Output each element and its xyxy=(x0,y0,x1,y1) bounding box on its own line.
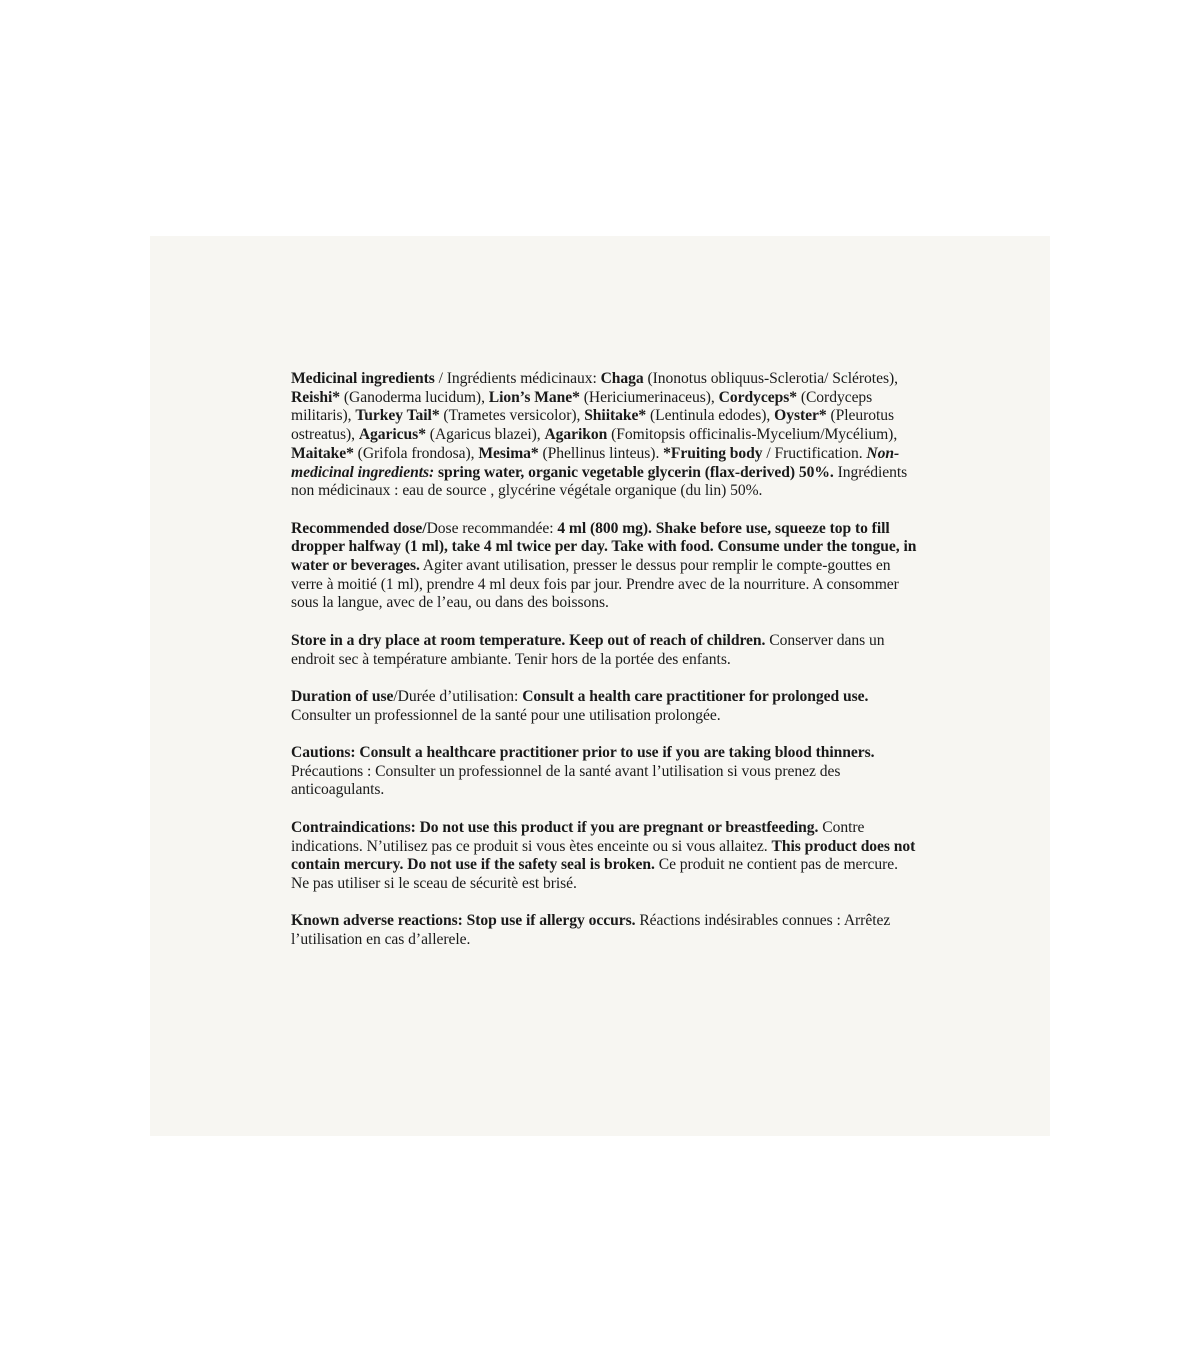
ingredient-name: Shiitake* xyxy=(584,407,647,425)
ingredient-latin: (Phellinus linteus). xyxy=(538,444,664,462)
non-medicinal-en: spring water, organic vegetable glycerin (flax-derived) 50%. xyxy=(434,463,834,481)
cautions-fr: Précautions : Consulter un professionnel de la santé avant l’utilisation si vous prenez des anticoagulants. xyxy=(291,762,841,799)
duration-heading: Duration of use xyxy=(291,687,394,705)
duration-heading-fr: /Durée d’utilisation: xyxy=(393,687,523,705)
ingredient-latin: (Pleurotus ostreatus), xyxy=(291,407,895,444)
cautions-paragraph xyxy=(291,744,917,800)
ingredient-latin: (Cordyceps militaris), xyxy=(291,388,873,425)
ingredient-latin: (Inonotus obliquus-Sclerotia/ Sclérotes), xyxy=(643,370,898,387)
ingredient-name: Chaga xyxy=(600,370,644,387)
ingredient-name: Turkey Tail* xyxy=(355,407,440,425)
ingredient-name: Oyster* xyxy=(774,407,827,425)
duration-paragraph xyxy=(291,688,917,725)
ingredient-latin: (Trametes versicolor), xyxy=(439,407,585,425)
mercury-fr: Ce produit ne contient pas de mercure. Ne pas utiliser si le sceau de sécuritè est brisé. xyxy=(291,856,899,892)
ingredient-name: Mesima* xyxy=(478,444,539,462)
contraindications-en: Contraindications: Do not use this product if you are pregnant or breastfeeding. xyxy=(291,818,819,836)
ingredient-latin: (Ganoderma lucidum), xyxy=(340,388,489,406)
storage-en: Store in a dry place at room temperature. Keep out of reach of children. xyxy=(291,631,766,649)
ingredient-latin: (Lentinula edodes), xyxy=(646,407,775,425)
dose-heading: Recommended dose/ xyxy=(291,519,427,537)
duration-fr: Consulter un professionnel de la santé pour une utilisation prolongée. xyxy=(291,706,721,724)
non-medicinal-heading: Non-medicinal ingredients: xyxy=(291,444,900,481)
ingredient-name: Lion’s Mane* xyxy=(488,388,580,406)
ingredient-name: Reishi* xyxy=(291,388,341,406)
adverse-paragraph xyxy=(291,912,917,949)
ingredient-latin: (Agaricus blazei), xyxy=(425,426,545,444)
contraindications-paragraph xyxy=(291,819,917,894)
ingredients-heading-fr: / Ingrédients médicinaux: xyxy=(434,370,601,387)
storage-fr: Conserver dans un endroit sec à température ambiante. Tenir hors de la portée des enfants. xyxy=(291,631,885,668)
storage-paragraph xyxy=(291,632,917,669)
duration-en: Consult a health care practitioner for prolonged use. xyxy=(522,687,869,705)
adverse-fr: Réactions indésirables connues : Arrêtez l’utilisation en cas d’allerele. xyxy=(291,912,891,948)
label-panel xyxy=(150,236,1050,1136)
fruiting-body-fr: / Fructification. xyxy=(762,444,867,462)
ingredient-name: Maitake* xyxy=(291,444,354,462)
non-medicinal-fr: Ingrédients non médicinaux : eau de source , glycérine végétale organique (du lin) 50%. xyxy=(291,463,908,500)
mercury-en: This product does not contain mercury. Do not use if the safety seal is broken. xyxy=(291,837,916,874)
dose-en: 4 ml (800 mg). Shake before use, squeeze top to fill dropper halfway (1 ml), take 4 ml twice per day. Take with food. Consume under the tongue, in water or beverages. xyxy=(291,519,917,575)
contraindications-fr: Contre indications. N’utilisez pas ce produit si vous ètes enceinte ou si vous allaitez. xyxy=(291,818,865,855)
ingredient-name: Cordyceps* xyxy=(718,388,797,406)
ingredients-heading: Medicinal ingredients xyxy=(291,370,435,387)
ingredients-paragraph xyxy=(291,370,917,501)
dose-heading-fr: Dose recommandée: xyxy=(426,519,558,537)
adverse-en: Known adverse reactions: Stop use if allergy occurs. xyxy=(291,912,636,930)
ingredient-name: Agaricus* xyxy=(358,426,426,444)
fruiting-body-label: *Fruiting body xyxy=(663,444,763,462)
ingredient-name: Agarikon xyxy=(544,426,608,444)
dose-fr: Agiter avant utilisation, presser le dessus pour remplir le compte-gouttes en verre à moitié (1 ml), prendre 4 ml deux fois par jour. Prendre avec de la nourriture. A consommer sous la langue, avec de l’eau, ou dans des boissons. xyxy=(291,557,899,612)
ingredient-latin: (Grifola frondosa), xyxy=(353,444,479,462)
product-label-text xyxy=(291,370,917,950)
ingredient-latin: (Fomitopsis officinalis-Mycelium/Mycélium), xyxy=(607,426,898,444)
dose-paragraph xyxy=(291,520,917,614)
ingredient-latin: (Hericiumerinaceus), xyxy=(579,388,719,406)
cautions-en: Cautions: Consult a healthcare practitioner prior to use if you are taking blood thinners. xyxy=(291,744,875,761)
